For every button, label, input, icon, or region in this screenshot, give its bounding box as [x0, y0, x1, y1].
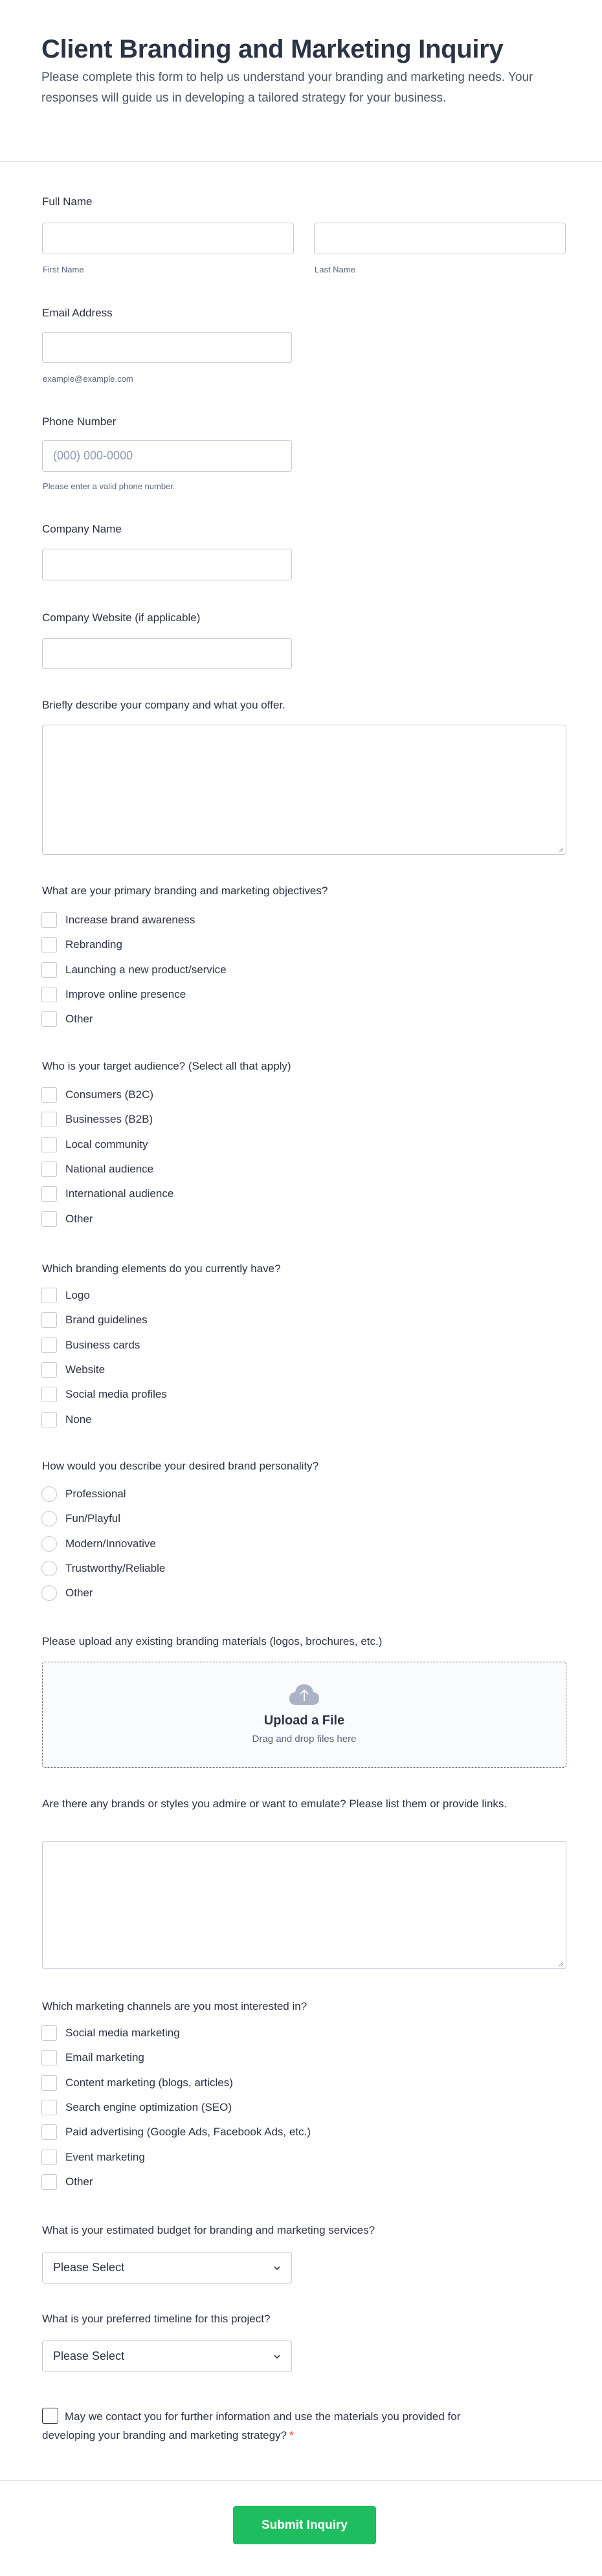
objectives-options — [41, 908, 227, 1031]
audience-option[interactable] — [41, 1107, 173, 1132]
channels-option[interactable] — [41, 2170, 311, 2194]
resize-handle-icon[interactable] — [558, 1961, 564, 1966]
checkbox[interactable] — [41, 1412, 57, 1427]
objectives-option[interactable] — [41, 958, 227, 982]
objectives-option[interactable] — [41, 982, 227, 1007]
first-name-sublabel: First Name — [43, 265, 84, 274]
audience-option[interactable] — [41, 1132, 173, 1157]
objectives-label: What are your primary branding and marketing objectives? — [42, 885, 328, 897]
option-label: National audience — [65, 1163, 154, 1176]
phone-sublabel: Please enter a valid phone number. — [43, 481, 175, 491]
checkbox[interactable] — [41, 2025, 57, 2041]
option-label: Event marketing — [65, 2150, 145, 2163]
checkbox[interactable] — [41, 1312, 57, 1328]
checkbox[interactable] — [41, 1137, 57, 1152]
budget-select[interactable] — [42, 2252, 292, 2284]
option-label: Rebranding — [65, 938, 122, 951]
checkbox[interactable] — [41, 1161, 57, 1177]
elements-option[interactable] — [41, 1407, 167, 1431]
audience-option[interactable] — [41, 1157, 173, 1182]
company-name-label: Company Name — [42, 523, 122, 535]
radio-button[interactable] — [41, 1536, 57, 1552]
marketing-channels-options — [41, 2021, 311, 2194]
audience-option[interactable] — [41, 1083, 173, 1107]
option-label: Logo — [65, 1289, 90, 1302]
option-label: Social media marketing — [65, 2027, 180, 2040]
form-title: Client Branding and Marketing Inquiry — [41, 35, 504, 63]
brand-personality-options — [41, 1482, 165, 1605]
audience-option[interactable] — [41, 1206, 173, 1231]
checkbox[interactable] — [41, 962, 57, 978]
channels-option[interactable] — [41, 2120, 311, 2144]
chevron-down-icon — [273, 2354, 281, 2359]
last-name-input[interactable] — [314, 223, 566, 254]
email-label: Email Address — [42, 307, 113, 319]
checkbox[interactable] — [41, 2150, 57, 2165]
objectives-option[interactable] — [41, 908, 227, 932]
option-label: Social media profiles — [65, 1388, 167, 1401]
checkbox[interactable] — [41, 1362, 57, 1378]
description-label: Briefly describe your company and what you offer. — [42, 699, 285, 711]
timeline-label: What is your preferred timeline for this project? — [42, 2313, 271, 2325]
checkbox[interactable] — [41, 1338, 57, 1353]
objectives-option[interactable] — [41, 932, 227, 957]
option-label: Website — [65, 1363, 106, 1376]
last-name-sublabel: Last Name — [315, 265, 355, 274]
upload-title: Upload a File — [263, 1713, 345, 1728]
phone-label: Phone Number — [42, 415, 117, 428]
required-mark: * — [289, 2429, 294, 2441]
audience-label: Who is your target audience? (Select all that apply) — [42, 1060, 291, 1072]
radio-button[interactable] — [41, 1486, 57, 1502]
checkbox[interactable] — [41, 1186, 57, 1202]
objectives-option[interactable] — [41, 1007, 227, 1031]
option-label: Other — [65, 1587, 93, 1600]
brand-personality-label: How would you describe your desired brand personality? — [42, 1460, 319, 1472]
cloud-upload-icon — [288, 1682, 320, 1708]
phone-placeholder: (000) 000-0000 — [53, 449, 133, 462]
checkbox[interactable] — [41, 1011, 57, 1027]
option-label: Business cards — [65, 1338, 140, 1351]
personality-option[interactable] — [41, 1482, 165, 1506]
option-label: Other — [65, 1212, 93, 1225]
company-name-input[interactable] — [42, 549, 292, 580]
checkbox[interactable] — [41, 2075, 57, 2091]
timeline-selected-value: Please Select — [53, 2350, 125, 2362]
channels-option[interactable] — [41, 2045, 311, 2070]
channels-option[interactable] — [41, 2071, 311, 2095]
option-label: Businesses (B2B) — [65, 1113, 153, 1126]
file-upload-dropzone[interactable] — [42, 1662, 566, 1768]
option-label: Increase brand awareness — [65, 914, 195, 927]
option-label: Search engine optimization (SEO) — [65, 2101, 232, 2114]
option-label: Launching a new product/service — [65, 963, 227, 976]
option-label: Fun/Playful — [65, 1512, 121, 1525]
checkbox[interactable] — [41, 2050, 57, 2065]
branding-elements-label: Which branding elements do you currently have? — [42, 1262, 281, 1275]
email-input[interactable] — [42, 332, 292, 363]
upload-subtitle: Drag and drop files here — [252, 1734, 357, 1745]
first-name-input[interactable] — [42, 223, 294, 254]
option-label: Trustworthy/Reliable — [65, 1562, 166, 1575]
channels-option[interactable] — [41, 2144, 311, 2169]
option-label: Local community — [65, 1138, 148, 1150]
submit-button[interactable]: Submit Inquiry — [233, 2506, 376, 2544]
elements-option[interactable] — [41, 1382, 167, 1407]
branding-elements-options — [41, 1283, 167, 1432]
description-textarea[interactable] — [42, 725, 566, 855]
budget-selected-value: Please Select — [53, 2261, 125, 2274]
elements-option[interactable] — [41, 1283, 167, 1308]
checkbox[interactable] — [41, 1112, 57, 1127]
option-label: Email marketing — [65, 2051, 144, 2064]
personality-option[interactable] — [41, 1532, 165, 1556]
form-description: Please complete this form to help us understand your branding and marketing needs. Your responses will guide us in developing a tailored strategy for your business. — [41, 71, 533, 105]
option-label: Improve online presence — [65, 988, 186, 1001]
emulate-textarea[interactable] — [42, 1841, 566, 1969]
checkbox[interactable] — [41, 1288, 57, 1303]
budget-label: What is your estimated budget for branding and marketing services? — [42, 2224, 375, 2236]
email-sublabel: example@example.com — [43, 374, 133, 384]
checkbox[interactable] — [41, 1211, 57, 1227]
checkbox[interactable] — [41, 912, 57, 928]
consent-field — [42, 2407, 495, 2445]
channels-option[interactable] — [41, 2095, 311, 2120]
checkbox[interactable] — [41, 2174, 57, 2190]
emulate-label: Are there any brands or styles you admire or want to emulate? Please list them or provide links. — [42, 1798, 507, 1810]
audience-options — [41, 1083, 173, 1231]
timeline-select[interactable] — [42, 2340, 292, 2372]
audience-option[interactable] — [41, 1182, 173, 1206]
resize-handle-icon[interactable] — [558, 846, 564, 852]
checkbox[interactable] — [41, 987, 57, 1002]
personality-option[interactable] — [41, 1581, 165, 1605]
checkbox[interactable] — [41, 1387, 57, 1402]
option-label: Modern/Innovative — [65, 1537, 156, 1550]
radio-button[interactable] — [41, 1511, 57, 1526]
checkbox[interactable] — [41, 1087, 57, 1103]
option-label: Content marketing (blogs, articles) — [65, 2076, 233, 2089]
option-label: Paid advertising (Google Ads, Facebook Ads, etc.) — [65, 2126, 311, 2139]
elements-option[interactable] — [41, 1333, 167, 1358]
elements-option[interactable] — [41, 1308, 167, 1332]
option-label: Consumers (B2C) — [65, 1088, 154, 1101]
footer-divider — [0, 2480, 602, 2481]
company-website-label: Company Website (if applicable) — [42, 611, 201, 624]
personality-option[interactable] — [41, 1506, 165, 1531]
checkbox[interactable] — [41, 937, 57, 952]
radio-button[interactable] — [41, 1585, 57, 1601]
chevron-down-icon — [273, 2265, 281, 2271]
company-website-input[interactable] — [42, 638, 292, 669]
consent-label: May we contact you for further information and use the materials you provided for developing your branding and marketing strategy? — [42, 2410, 461, 2441]
option-label: Brand guidelines — [65, 1314, 148, 1327]
checkbox[interactable] — [41, 2124, 57, 2140]
phone-input[interactable] — [42, 440, 292, 472]
option-label: Professional — [65, 1488, 126, 1501]
full-name-label: Full Name — [42, 195, 93, 208]
elements-option[interactable] — [41, 1358, 167, 1382]
personality-option[interactable] — [41, 1556, 165, 1581]
checkbox[interactable] — [41, 2100, 57, 2115]
header-divider — [0, 161, 602, 162]
consent-checkbox[interactable] — [42, 2408, 58, 2424]
option-label: Other — [65, 1013, 93, 1026]
upload-label: Please upload any existing branding materials (logos, brochures, etc.) — [42, 1635, 383, 1647]
option-label: International audience — [65, 1187, 174, 1200]
radio-button[interactable] — [41, 1561, 57, 1576]
channels-option[interactable] — [41, 2021, 311, 2045]
marketing-channels-label: Which marketing channels are you most interested in? — [42, 2000, 307, 2012]
option-label: Other — [65, 2175, 93, 2188]
option-label: None — [65, 1413, 92, 1426]
